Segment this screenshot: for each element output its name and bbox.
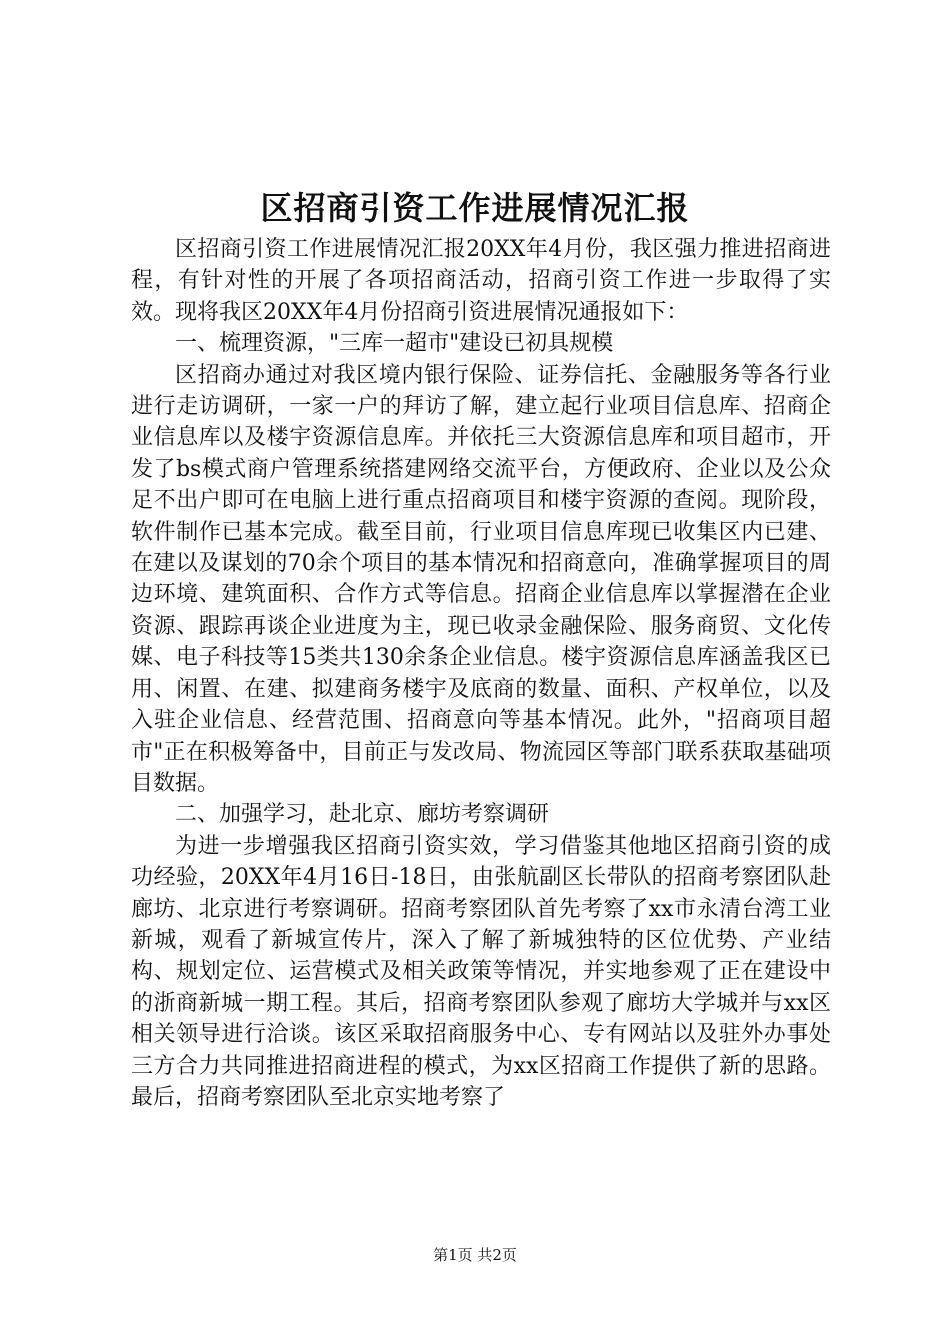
section-2-paragraph: 为进一步增强我区招商引资实效，学习借鉴其他地区招商引资的成功经验，20XX年4月16日-18日，由张航副区长带队的招商考察团队赴廊坊、北京进行考察调研。招商考察团队首先考察了xx市永清台湾工业新城，观看了新城宣传片，深入了解了新城独特的区位优势、产业结构、规划定位、运营模式及相关政策等情况，并实地参观了正在建设中的浙商新城一期工程。其后，招商考察团队参观了廊坊大学城并与xx区相关领导进行洽谈。该区采取招商服务中心、专有网站以及驻外办事处三方合力共同推进招商进程的模式，为xx区招商工作提供了新的思路。最后，招商考察团队至北京实地考察了: [131, 833, 831, 1110]
document-body: [131, 234, 831, 1113]
section-1-paragraph: 区招商办通过对我区境内银行保险、证券信托、金融服务等各行业进行走访调研，一家一户的拜访了解，建立起行业项目信息库、招商企业信息库以及楼宇资源信息库。并依托三大资源信息库和项目超市，开发了bs模式商户管理系统搭建网络交流平台，方便政府、企业以及公众足不出户即可在电脑上进行重点招商项目和楼宇资源的查阅。现阶段，软件制作已基本完成。截至目前，行业项目信息库现已收集区内已建、在建以及谋划的70余个项目的基本情况和招商意向，准确掌握项目的周边环境、建筑面积、合作方式等信息。招商企业信息库以掌握潜在企业资源、跟踪再谈企业进度为主，现已收录金融保险、服务商贸、文化传媒、电子科技等15类共130余条企业信息。楼宇资源信息库涵盖我区已用、闲置、在建、拟建商务楼宇及底商的数量、面积、产权单位，以及入驻企业信息、经营范围、招商意向等基本情况。此外，"招商项目超市"正在积极筹备中，目前正与发改局、物流园区等部门联系获取基础项目数据。: [131, 362, 831, 796]
section-heading-2: 二、加强学习，赴北京、廊坊考察调研: [175, 802, 550, 828]
page-footer: 第1页 共2页: [433, 1246, 517, 1264]
document-title: 区招商引资工作进展情况汇报: [260, 189, 690, 227]
section-heading-1: 一、梳理资源，"三库一超市"建设已初具规模: [175, 331, 614, 357]
intro-paragraph: 区招商引资工作进展情况汇报20XX年4月份，我区强力推进招商进程，有针对性的开展了各项招商活动，招商引资工作进一步取得了实效。现将我区20XX年4月份招商引资进展情况通报如下：: [131, 237, 831, 325]
